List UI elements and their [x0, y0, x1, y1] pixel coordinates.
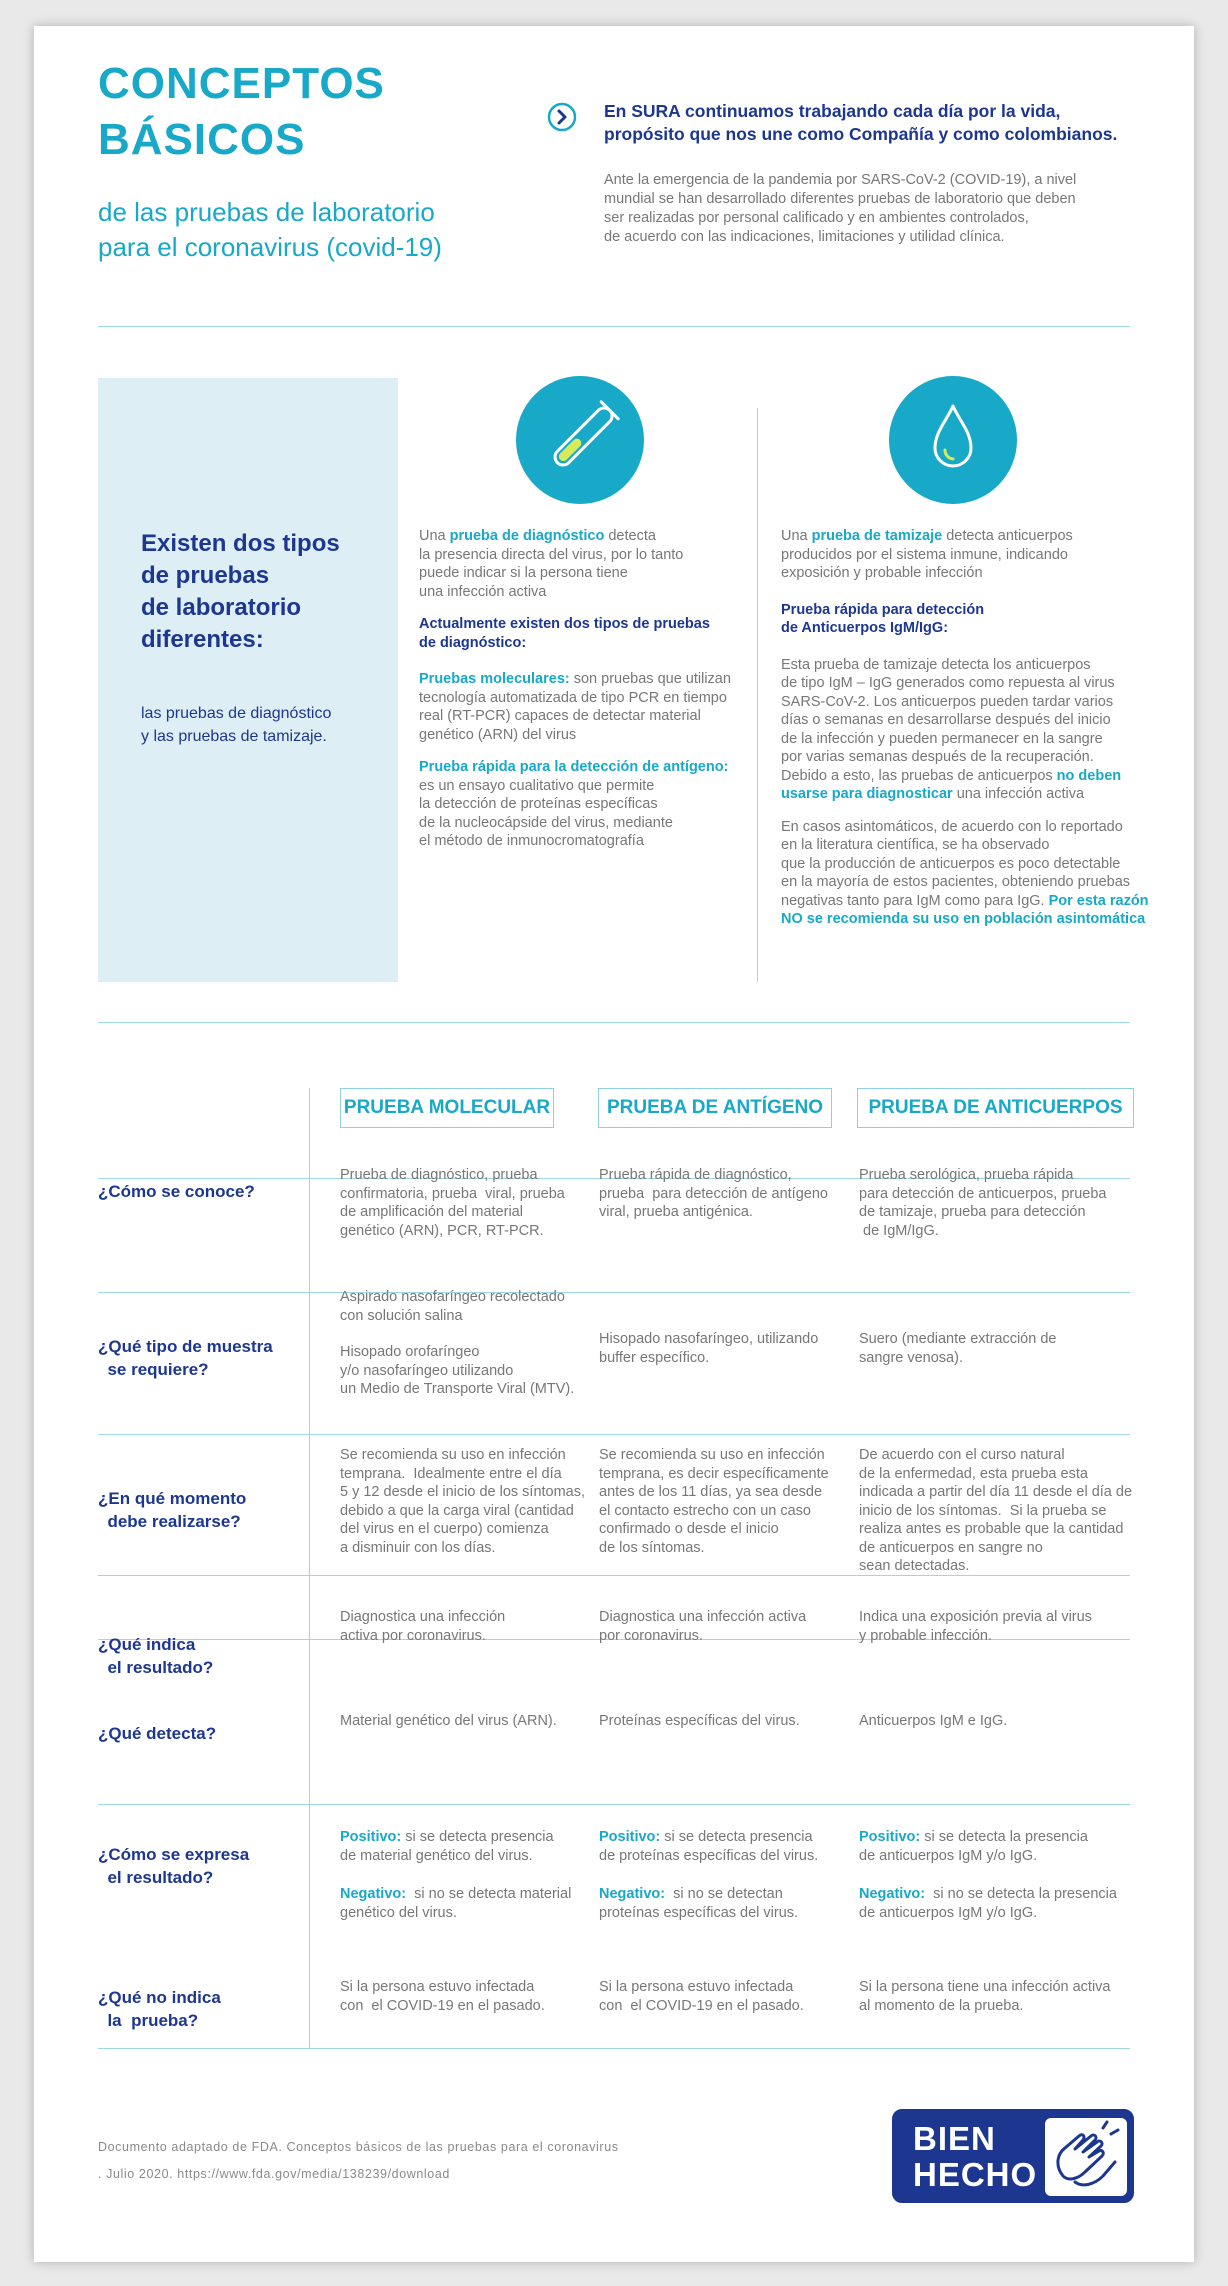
table-cell: Diagnostica una infección activa por coronavirus. [599, 1609, 807, 1644]
negative-label: Negativo: [599, 1886, 666, 1902]
source-line: Documento adaptado de FDA. Conceptos básicos de las pruebas para el coronavirus [98, 2140, 619, 2154]
column-header-antibodies: PRUEBA DE ANTICUERPOS [857, 1088, 1134, 1128]
logo-text-2: HECHO [913, 2156, 1038, 2193]
clapping-hands-icon [1045, 2118, 1127, 2196]
result-cell: Positivo: si se detecta presencia de material genético del virus. Negativo: si no se detecta material genético del virus. [340, 1829, 572, 1921]
bien-hecho-logo [892, 2109, 1134, 2203]
table-cell: Si la persona tiene una infección activa al momento de la prueba. [859, 1979, 1111, 2014]
divider [98, 1022, 1130, 1023]
table-cell: Si la persona estuvo infectada con el COVID-19 en el pasado. [599, 1979, 804, 2014]
table-cell: Suero (mediante extracción de sangre venosa). [859, 1331, 1057, 1366]
row-divider [98, 1804, 1130, 1805]
result-cell: Positivo: si se detecta la presencia de anticuerpos IgM y/o IgG. Negativo: si no se detecta la presencia de anticuerpos IgM y/o IgG. [859, 1829, 1117, 1921]
screening-text: Una prueba de tamizaje detecta anticuerpos producidos por el sistema inmune, indicando exposición y probable infección Prueba rápida para detección de Anticuerpos IgM/IgG: Esta prueba de tamizaje detecta los anticuerpos de tipo IgM – IgG generados como repuesta al virus SARS-CoV-2. Los anticuerpos pueden tardar varios días o semanas en desarrollarse después del inicio de la infección y pueden permanecer en la sangre por varias semanas después de la recuperación. Debido a esto, las pruebas de anticuerpos no deben usarse para diagnosticar una infección activa En casos asintomáticos, de acuerdo con lo reportado en la literatura científica, se ha observado que la producción de anticuerpos es poco detectable en la mayoría de estos pacientes, obteniendo pruebas negativas tanto para IgM como para IgG. Por esta razón NO se recomienda su uso en población asintomática [781, 528, 1149, 927]
positive-label: Positivo: [599, 1829, 661, 1845]
subtitle-line-1: de las pruebas de laboratorio [98, 197, 435, 227]
infographic-page [34, 26, 1194, 2262]
row-question: ¿En qué momento debe realizarse? [98, 1489, 247, 1531]
table-cell: Proteínas específicas del virus. [599, 1713, 800, 1729]
subtitle-line-2: para el coronavirus (covid-19) [98, 232, 442, 262]
types-subtext [141, 702, 331, 748]
types-heading [141, 528, 340, 656]
intro-line: Ante la emergencia de la pandemia por SARS-CoV-2 (COVID-19), a nivel [604, 172, 1077, 188]
title-line-1: CONCEPTOS [98, 59, 385, 108]
row-question: ¿Qué no indica la prueba? [98, 1988, 221, 2030]
negative-label: Negativo: [859, 1886, 926, 1902]
intro-line: mundial se han desarrollado diferentes pruebas de laboratorio que deben [604, 191, 1076, 207]
table-vertical-line [309, 1088, 310, 2048]
row-divider [98, 2048, 1130, 2049]
drop-icon [889, 376, 1017, 504]
column-header-molecular: PRUEBA MOLECULAR [340, 1088, 554, 1128]
tagline-line-2: propósito que nos une como Compañía y como colombianos. [604, 124, 1118, 144]
types-heading-line: de pruebas [141, 562, 270, 589]
source-note [98, 2134, 619, 2188]
table-cell: Indica una exposición previa al virus y probable infección. [859, 1609, 1092, 1644]
table-cell: Si la persona estuvo infectada con el COVID-19 en el pasado. [340, 1979, 545, 2014]
row-divider [98, 1434, 1130, 1435]
row-question: ¿Cómo se conoce? [98, 1182, 255, 1201]
types-heading-line: diferentes: [141, 626, 264, 653]
table-cell: Prueba rápida de diagnóstico, prueba para detección de antígeno viral, prueba antigénica. [599, 1167, 828, 1220]
row-question: ¿Cómo se expresa el resultado? [98, 1845, 250, 1887]
row-question: ¿Qué indica el resultado? [98, 1635, 214, 1677]
negative-label: Negativo: [340, 1886, 407, 1902]
types-sub-line: las pruebas de diagnóstico [141, 705, 332, 722]
diagnostic-text: Una prueba de diagnóstico detecta la presencia directa del virus, por lo tanto puede indicar si la persona tiene una infección activa Actualmente existen dos tipos de pruebas de diagnóstico: Pruebas moleculares: son pruebas que utilizan tecnología automatizada de tipo PCR en tiempo real (RT-PCR) capaces de detectar material genético (ARN) del virus Prueba rápida para la detección de antígeno: es un ensayo cualitativo que permite la detección de proteínas específicas de la nucleocápside del virus, mediante el método de inmunocromatografía [419, 527, 749, 851]
title-line-2: BÁSICOS [98, 115, 306, 164]
molecular-label: Pruebas moleculares: [419, 671, 570, 687]
screening-highlight: prueba de tamizaje [811, 528, 943, 544]
intro-text [604, 171, 1124, 247]
table-cell: Prueba de diagnóstico, prueba confirmatoria, prueba viral, prueba de amplificación del material genético (ARN), PCR, RT-PCR. [340, 1167, 565, 1239]
table-cell: Material genético del virus (ARN). [340, 1713, 557, 1729]
table-cell: Hisopado nasofaríngeo, utilizando buffer específico. [599, 1331, 819, 1366]
row-question: ¿Qué detecta? [98, 1724, 217, 1743]
table-cell: Diagnostica una infección activa por coronavirus. [340, 1609, 506, 1644]
positive-label: Positivo: [859, 1829, 921, 1845]
intro-line: de acuerdo con las indicaciones, limitaciones y utilidad clínica. [604, 229, 1005, 245]
row-question: ¿Qué tipo de muestra se requiere? [98, 1337, 273, 1379]
logo-text-1: BIEN [913, 2120, 996, 2157]
types-sub-line: y las pruebas de tamizaje. [141, 728, 327, 745]
result-cell: Positivo: si se detecta presencia de proteínas específicas del virus. Negativo: si no se detectan proteínas específicas del virus. [599, 1829, 819, 1921]
antigen-label: Prueba rápida para la detección de antígeno: [419, 759, 729, 775]
types-heading-line: Existen dos tipos [141, 530, 340, 557]
source-line: . Julio 2020. https://www.fda.gov/media/138239/download [98, 2167, 450, 2181]
positive-label: Positivo: [340, 1829, 402, 1845]
table-cell: Se recomienda su uso en infección temprana, es decir específicamente antes de los 11 días, ya sea desde el contacto estrecho con un caso confirmado o desde el inicio de los síntomas. [599, 1447, 829, 1556]
tagline-line-1: En SURA continuamos trabajando cada día por la vida, [604, 101, 1061, 121]
row-divider [98, 1292, 1130, 1293]
table-cell: Anticuerpos IgM e IgG. [859, 1713, 1008, 1729]
column-header-antigen: PRUEBA DE ANTÍGENO [598, 1088, 832, 1128]
types-panel [98, 378, 398, 982]
table-cell: De acuerdo con el curso natural de la enfermedad, esta prueba esta indicada a partir del día 11 desde el día de inicio de los síntomas. Si la prueba se realiza antes es probable que la cantidad de anticuerpos en sangre no sean detectadas. [859, 1447, 1133, 1574]
table-cell: Se recomienda su uso en infección temprana. Idealmente entre el día 5 y 12 desde el inicio de los síntomas, debido a que la carga viral (cantidad del virus en el cuerpo) comienza a disminuir con los días. [340, 1447, 586, 1556]
chevron-right-icon [547, 102, 577, 132]
table-cell: Prueba serológica, prueba rápida para detección de anticuerpos, prueba de tamizaje, prueba para detección de IgM/IgG. [859, 1167, 1107, 1239]
types-heading-line: de laboratorio [141, 594, 302, 621]
table-cell: Aspirado nasofaríngeo recolectado con solución salina Hisopado orofaríngeo y/o nasofaríngeo utilizando un Medio de Transporte Viral (MTV). [340, 1289, 575, 1397]
test-tube-icon [516, 376, 644, 504]
diagnostic-highlight: prueba de diagnóstico [449, 528, 605, 544]
divider [98, 326, 1130, 327]
intro-line: ser realizadas por personal calificado y en ambientes controlados, [604, 210, 1029, 226]
column-divider [757, 408, 758, 982]
